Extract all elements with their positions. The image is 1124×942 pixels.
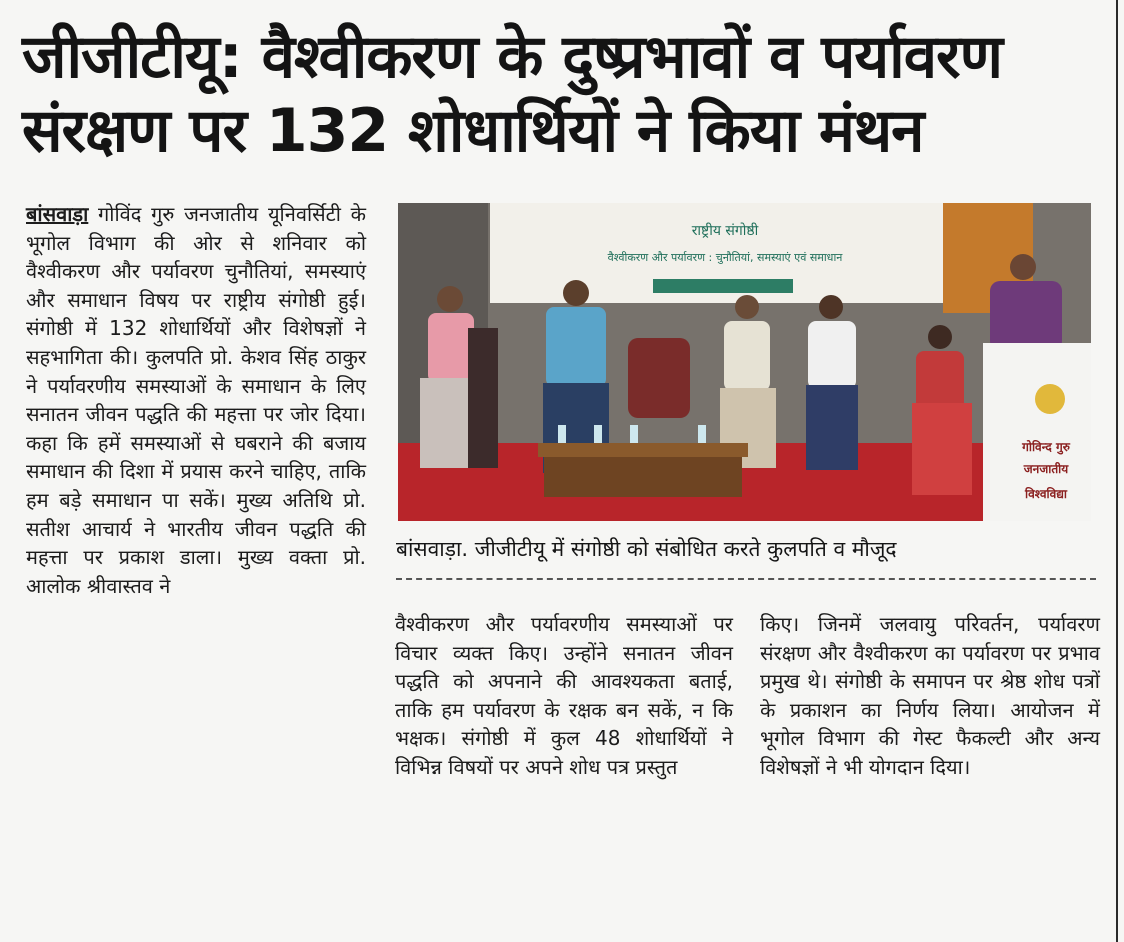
article-column-left-text: गोविंद गुरु जनजातीय यूनिवर्सिटी के भूगोल विभाग की ओर से शनिवार को वैश्वीकरण और पर्यावरण चुनौतियां, समस्याएं और समाधान विषय पर राष्ट्रीय संगोष्ठी हुई। संगोष्ठी में 132 शोधार्थियों और विशेषज्ञों ने सहभागिता की। कुलपति प्रो. केशव सिंह ठाकुर ने पर्यावरणीय समस्याओं के समाधान के लिए सनातन जीवन पद्धति की महत्ता पर जोर दिया। कहा कि हमें समस्याओं से घबराने की बजाय समाधान की दिशा में प्रयास करने चाहिए, ताकि हम बड़े समाधान पा सकें। मुख्य अतिथि प्रो. सतीश आचार्य ने भारतीय जीवन पद्धति की महत्ता पर प्रकाश डाला। मुख्य वक्ता प्रो. आलोक श्रीवास्तव ने bbox=[26, 202, 366, 598]
water-bottle-2 bbox=[594, 425, 602, 443]
photo-banner-subtitle: वैश्वीकरण और पर्यावरण : चुनौतियां, समस्याएं एवं समाधान bbox=[607, 251, 843, 264]
table-body bbox=[544, 457, 742, 497]
photo-banner-strip bbox=[653, 279, 793, 293]
event-photo bbox=[398, 203, 1091, 521]
photo-caption: बांसवाड़ा. जीजीटीयू में संगोष्ठी को संबोधित करते कुलपति व मौजूद bbox=[396, 537, 897, 561]
empty-chair bbox=[628, 338, 690, 418]
podium-text-1: गोविन्द गुरु bbox=[1022, 440, 1070, 454]
article-column-middle: वैश्वीकरण और पर्यावरणीय समस्याओं पर विचार व्यक्त किए। उन्होंने सनातन जीवन पद्धति को अपनाने की आवश्यकता बताई, ताकि हम पर्यावरण के रक्षक बन सकें, न कि भक्षक। संगोष्ठी में कुल 48 शोधार्थियों ने विभिन्न विषयों पर अपने शोध पत्र प्रस्तुत bbox=[395, 612, 733, 779]
event-photo-illustration bbox=[398, 203, 1091, 521]
podium-text-2: जनजातीय bbox=[1023, 462, 1069, 476]
podium-logo bbox=[1035, 384, 1065, 414]
article-column-right: किए। जिनमें जलवायु परिवर्तन, पर्यावरण संरक्षण और वैश्वीकरण का पर्यावरण पर प्रभाव प्रमुख थे। संगोष्ठी के समापन पर श्रेष्ठ शोध पत्रों के प्रकाशन का निर्णय लिया। आयोजन में भूगोल विभाग की गेस्ट फैकल्टी और अन्य विशेषज्ञों ने भी योगदान दिया। bbox=[760, 612, 1100, 779]
headline bbox=[22, 20, 1102, 168]
water-bottle-4 bbox=[698, 425, 706, 443]
column-rule bbox=[1116, 0, 1118, 942]
article-column-left bbox=[26, 200, 366, 600]
water-bottle-3 bbox=[630, 425, 638, 443]
table-top bbox=[538, 443, 748, 457]
caption-divider bbox=[396, 578, 1096, 580]
water-bottle-1 bbox=[558, 425, 566, 443]
photo-banner-title: राष्ट्रीय संगोष्ठी bbox=[691, 223, 759, 239]
podium-text-3: विश्वविद्या bbox=[1024, 487, 1068, 501]
headline-line-2: संरक्षण पर 132 शोधार्थियों ने किया मंथन bbox=[22, 96, 924, 166]
article-dateline: बांसवाड़ा bbox=[26, 202, 89, 226]
headline-line-1: जीजीटीयू: वैश्वीकरण के दुष्प्रभावों व पर्यावरण bbox=[22, 22, 1002, 92]
